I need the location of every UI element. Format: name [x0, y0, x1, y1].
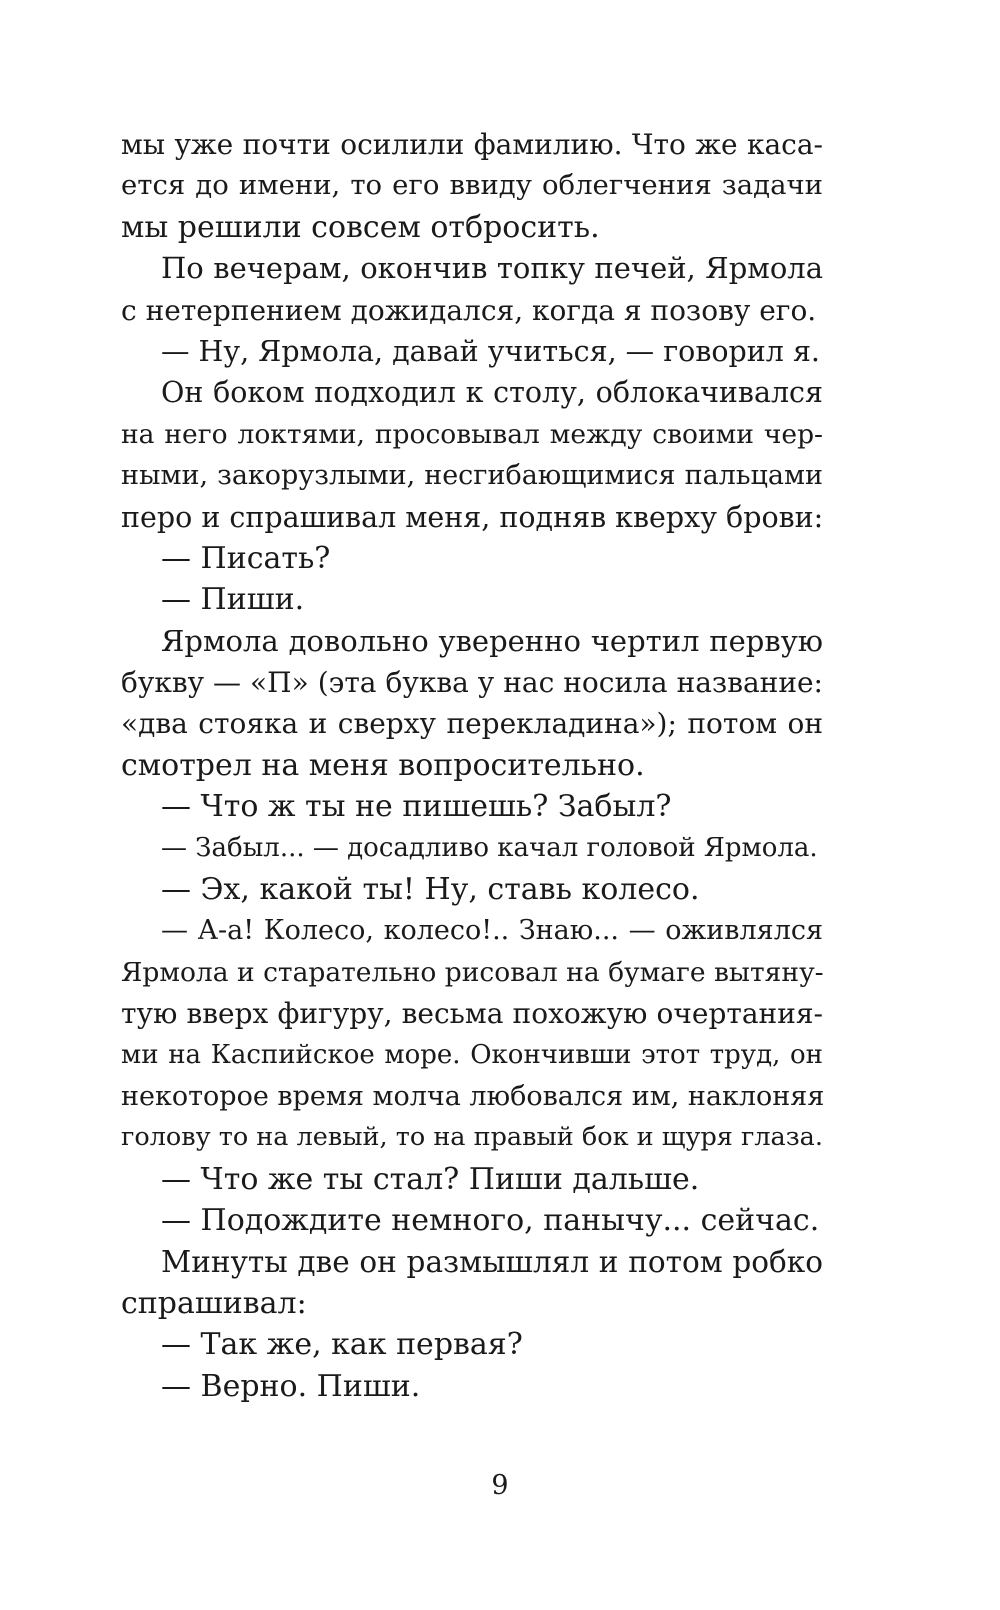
text-line: мы уже почти осилили фамилию. Что же каса- [121, 128, 823, 161]
text-line: Он боком подходил к столу, облокачивался [161, 376, 823, 410]
text-line: ными, закорузлыми, несгибающимися пальцами [121, 460, 823, 492]
text-line: — Ну, Ярмола, давай учиться, — говорил я. [161, 334, 820, 368]
text-line: — А-а! Колесо, колесо!.. Знаю... — оживлялся [161, 915, 823, 947]
page-text [121, 124, 823, 1407]
text-line: с нетерпением дожидался, когда я позову его. [121, 293, 817, 327]
text-line: — Так же, как первая? [161, 1327, 523, 1363]
text-line: По вечерам, окончив топку печей, Ярмола [161, 251, 823, 286]
text-line: Ярмола довольно уверенно чертил первую [161, 623, 823, 658]
text-line: спрашивал: [121, 1285, 307, 1321]
text-line: на него локтями, просовывал между своими чер- [121, 418, 823, 450]
text-line: смотрел на меня вопросительно. [121, 747, 645, 783]
text-line: букву — «П» (эта буква у нас носила название: [121, 666, 823, 700]
text-line: «два стояка и сверху перекладина»); потом он [121, 707, 823, 741]
text-line: — Что же ты стал? Пиши дальше. [161, 1161, 700, 1197]
text-line: некоторое время молча любовался им, наклоняя [121, 1080, 825, 1112]
text-line: ется до имени, то его ввиду облегчения задачи [121, 169, 823, 202]
text-line: перо и спрашивал меня, подняв кверху брови: [121, 500, 824, 534]
text-line: голову то на левый, то на правый бок и щуря глаза. [121, 1122, 823, 1153]
text-line: тую вверх фигуру, весьма похожую очертания- [121, 997, 823, 1031]
text-line: Минуты две он размышлял и потом робко [161, 1244, 823, 1279]
page-number: 9 [491, 1470, 509, 1501]
text-line: — Подождите немного, панычу... сейчас. [161, 1203, 820, 1239]
text-line: — Что ж ты не пишешь? Забыл? [161, 789, 672, 825]
text-line: мы решили совсем отбросить. [121, 209, 600, 245]
text-line: Ярмола и старательно рисовал на бумаге вытяну- [121, 956, 824, 988]
text-line: — Писать? [161, 540, 331, 576]
text-line: — Забыл... — досадливо качал головой Ярмола. [161, 832, 818, 863]
text-line: ми на Каспийское море. Окончивши этот труд, он [121, 1039, 823, 1070]
text-line: — Верно. Пиши. [161, 1368, 421, 1404]
text-line: — Эх, какой ты! Ну, ставь колесо. [161, 872, 700, 908]
text-line: — Пиши. [161, 582, 305, 618]
